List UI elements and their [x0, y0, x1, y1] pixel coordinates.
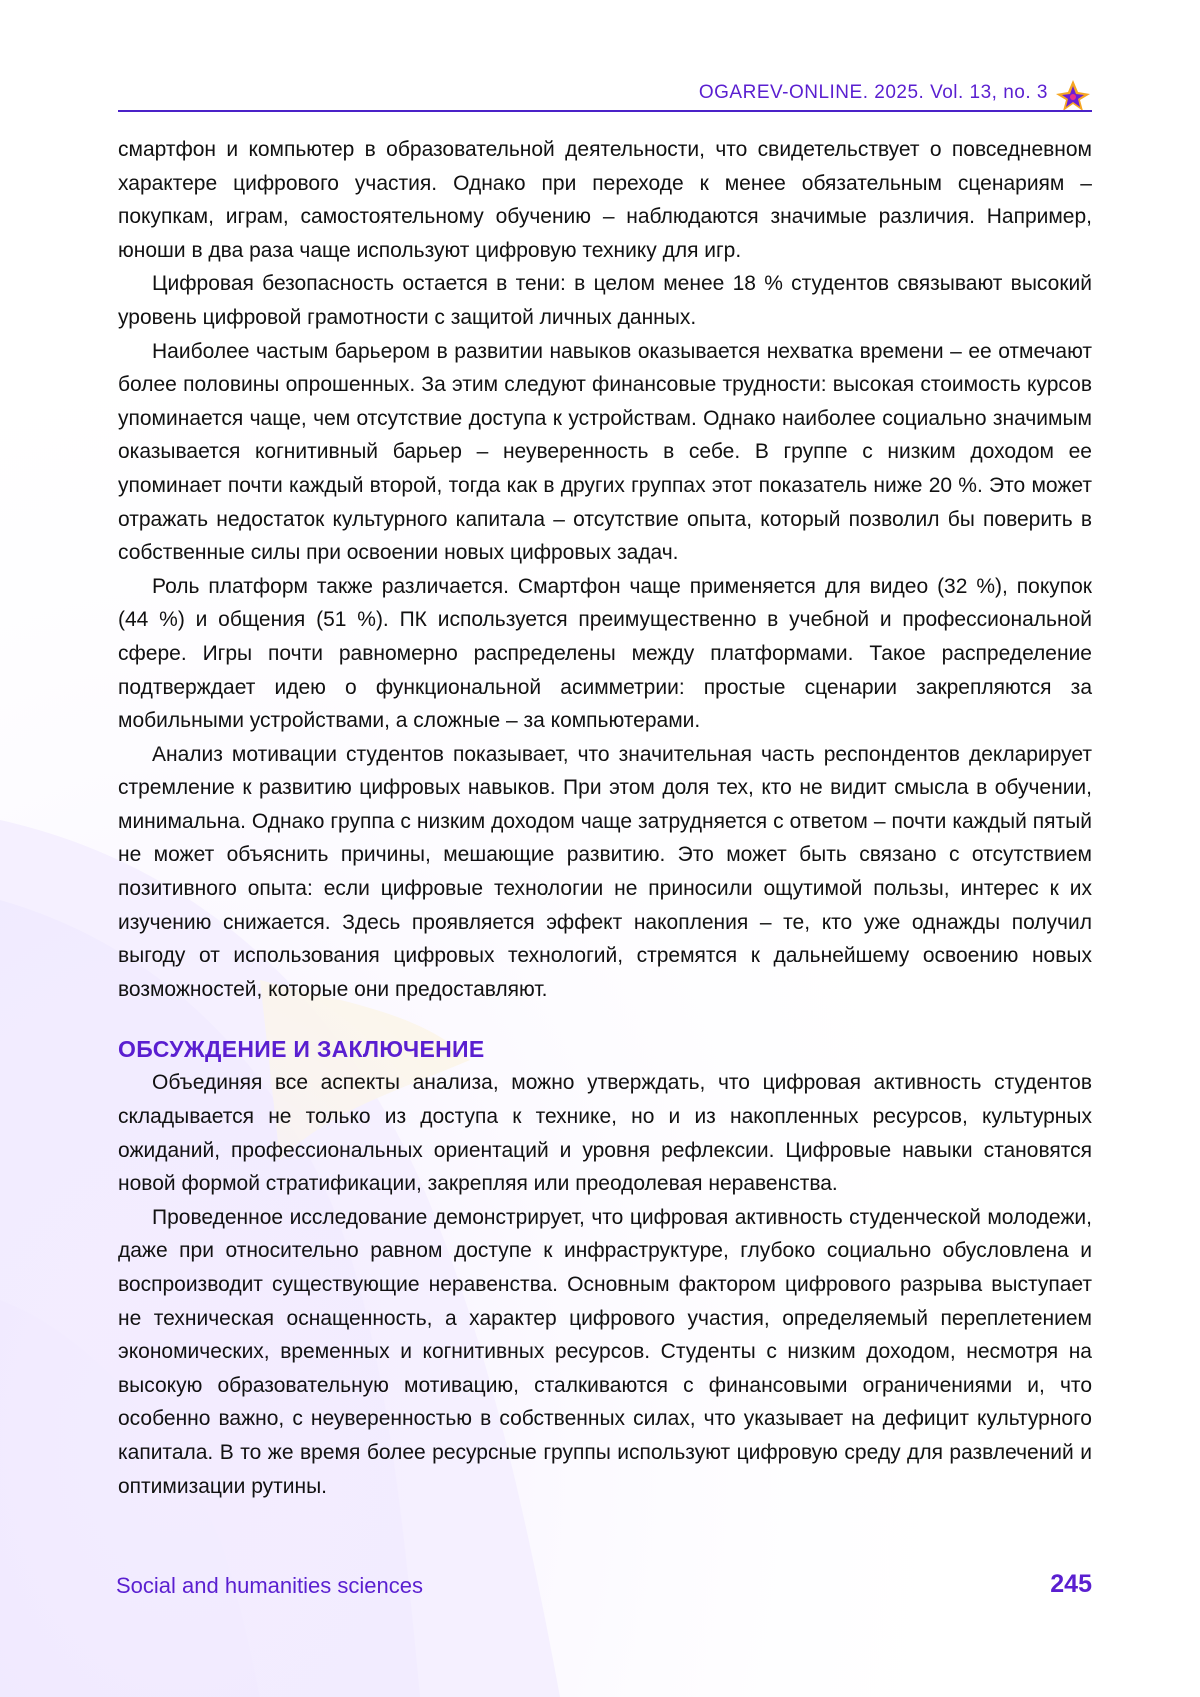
paragraph: Объединяя все аспекты анализа, можно утверждать, что цифровая активность студен­тов складывается не только из доступа к технике, но и из накопленных ресурсов, культур­ных ожиданий, профессиональных ориентаций и уровня рефлексии. Цифровые навыки становятся новой формой стратификации, закрепляя или преодолевая неравенства.: [118, 1066, 1092, 1200]
paragraph: Проведенное исследование демонстрирует, что цифровая активность студенческой молодежи, даже при относительно равном доступе к инфраструктуре, глубоко социально обусловлена и воспроизводит существующие неравенства. Основным фактором цифро­вого разрыва выступает не техническая оснащенность, а характер цифрового участия, определяемый переплетением экономических, временных и когнитивных ресурсов. Студенты с низким доходом, несмотря на высокую образовательную мотивацию, стал­киваются с финансовыми ограничениями и, что особенно важно, с неуверенностью в соб­ственных силах, что указывает на дефицит культурного капитала. В то же время более ресурсные группы используют цифровую среду для развлечений и оптимизации рутины.: [118, 1201, 1092, 1503]
footer-section-name: Social and humanities sciences: [116, 1573, 423, 1599]
paragraph: смартфон и компьютер в образовательной деятельности, что свидетельствует о повсед­невном характере цифрового участия. Однако при переходе к менее обязательным сцена­риям – покупкам, играм, самостоятельному обучению – наблюдаются значимые различия. Например, юноши в два раза чаще используют цифровую технику для игр.: [118, 133, 1092, 267]
article-body: [118, 133, 1092, 1503]
paragraph: Роль платформ также различается. Смартфон чаще применяется для видео (32 %), покупок (44 %) и общения (51 %). ПК используется преимущественно в учебной и профес­сиональной сфере. Игры почти равномерно распределены между платформами. Такое распределение подтверждает идею о функциональной асимметрии: простые сценарии закрепляются за мобильными устройствами, а сложные – за компьютерами.: [118, 570, 1092, 738]
header-rule: [118, 110, 1092, 112]
paragraph: Наиболее частым барьером в развитии навыков оказывается нехватка времени – ее отмечают более половины опрошенных. За этим следуют финансовые трудности: высо­кая стоимость курсов упоминается чаще, чем отсутствие доступа к устройствам. Однако наиболее социально значимым оказывается когнитивный барьер – неуверенность в себе. В группе с низким доходом ее упоминает почти каждый второй, тогда как в других группах этот показатель ниже 20 %. Это может отражать недостаток культурного капитала – отсут­ствие опыта, который позволил бы поверить в собственные силы при освоении новых цифровых задач.: [118, 335, 1092, 570]
journal-logo-icon: [1054, 78, 1092, 112]
page-header: [118, 78, 1092, 112]
section-heading: ОБСУЖДЕНИЕ И ЗАКЛЮЧЕНИЕ: [118, 1032, 1092, 1066]
paragraph: Анализ мотивации студентов показывает, что значительная часть респондентов декла­рирует стремление к развитию цифровых навыков. При этом доля тех, кто не видит смысла в обучении, минимальна. Однако группа с низким доходом чаще затрудняется с ответом – почти каждый пятый не может объяснить причины, мешающие развитию. Это может быть связано с отсутствием позитивного опыта: если цифровые технологии не приносили ощу­тимой пользы, интерес к их изучению снижается. Здесь проявляется эффект накопления – те, кто уже однажды получил выгоду от использования цифровых технологий, стремятся к дальнейшему освоению новых возможностей, которые они предоставляют.: [118, 738, 1092, 1007]
journal-title: OGAREV-ONLINE. 2025. Vol. 13, no. 3: [699, 82, 1048, 104]
paragraph: Цифровая безопасность остается в тени: в целом менее 18 % студентов связывают высокий уровень цифровой грамотности с защитой личных данных.: [118, 267, 1092, 334]
page-number: 245: [1050, 1570, 1092, 1599]
